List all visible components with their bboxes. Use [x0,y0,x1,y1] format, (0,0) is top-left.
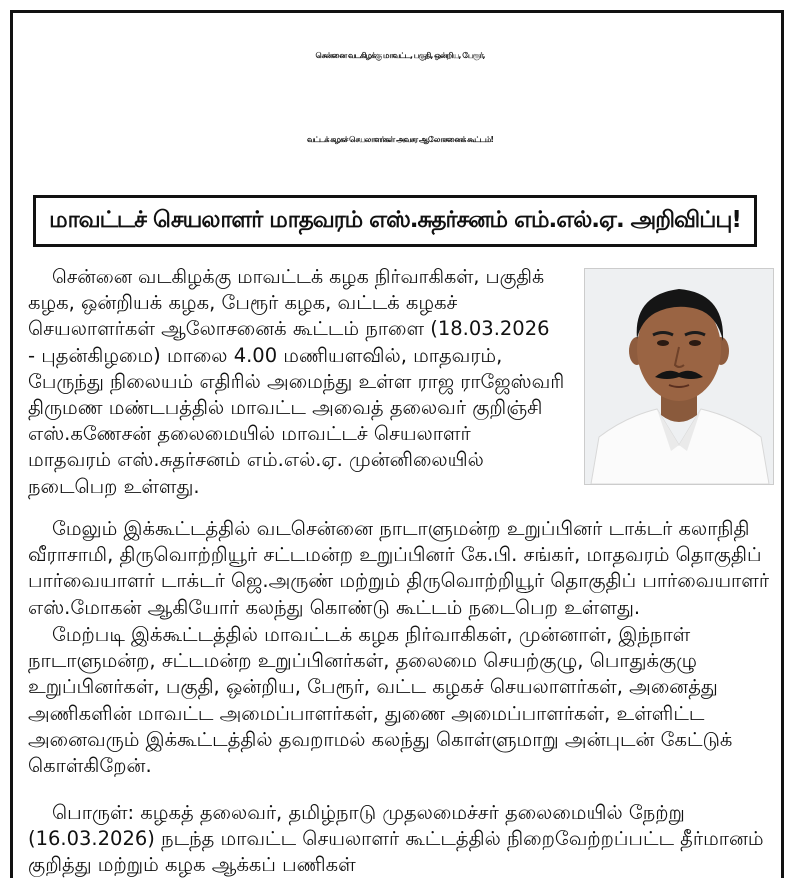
text-line: - புதன்கிழமை) மாலை 4.00 மணியளவில், மாதவரம், [28,343,503,367]
text-line: எஸ்.கணேசன் தலைமையில் மாவட்டச் செயலாளர் [28,422,471,446]
headline-line-1: சென்னை வடகிழக்கு மாவட்ட, பகுதி, ஒன்றிய, பேரூர், [315,51,485,60]
text-line: உறுப்பினர்கள், பகுதி, ஒன்றிய, பேரூர், வட்ட கழகச் செயலாளர்கள், அனைத்து [28,675,718,699]
text-line: சென்னை வடகிழக்கு மாவட்டக் கழக நிர்வாகிகள், பகுதிக் [52,266,545,288]
text-line: மாதவரம் எஸ்.சுதர்சனம் எம்.எல்.ஏ. முன்னிலையில் [28,448,484,472]
text-line: செயலாளர்கள் ஆலோசனைக் கூட்டம் நாளை (18.03.2026 [28,317,550,341]
text-line: கொள்கிறேன். [28,754,152,778]
text-line: அனைவரும் இக்கூட்டத்தில் தவறாமல் கலந்து கொள்ளுமாறு அன்புடன் கேட்டுக் [28,727,733,751]
portrait-photo [584,268,774,485]
text-line: எஸ்.மோகன் ஆகியோர் கலந்து கொண்டு கூட்டம் நடைபெற உள்ளது. [28,595,641,619]
text-line: பேருந்து நிலையம் எதிரில் அமைந்து உள்ள ராஜ ராஜேஸ்வரி [28,369,565,393]
text-line: மேலும் இக்கூட்டத்தில் வடசென்னை நாடாளுமன்ற உறுப்பினர் டாக்டர் கலாநிதி [52,517,750,540]
text-line: கழக, ஒன்றியக் கழக, பேரூர் கழக, வட்டக் கழகச் [28,291,458,315]
subheadline: மாவட்டச் செயலாளர் மாதவரம் எஸ்.சுதர்சனம் எம்.எல்.ஏ. அறிவிப்பு! [49,206,741,233]
text-line: பொருள்: கழகத் தலைவர், தமிழ்நாடு முதலமைச்சர் தலைமையில் நேற்று [52,801,685,824]
text-line: பார்வையாளர் டாக்டர் ஜெ.அருண் மற்றும் திருவொற்றியூர் தொகுதிப் பார்வையாளர் [28,569,770,593]
text-line: திருமண மண்டபத்தில் மாவட்ட அவைத் தலைவர் குறிஞ்சி [28,396,543,420]
text-line: (16.03.2026) நடந்த மாவட்ட செயலாளர் கூட்டத்தில் நிறைவேற்றப்பட்ட தீர்மானம் [28,827,764,851]
paragraph-participants [28,516,778,621]
text-line: மேற்படி இக்கூட்டத்தில் மாவட்டக் கழக நிர்வாகிகள், முன்னாள், இந்நாள் [52,623,691,646]
portrait-illustration [585,269,773,484]
text-line: குறித்து மற்றும் கழக ஆக்கப் பணிகள் [28,853,356,877]
text-line: நாடாளுமன்ற, சட்டமன்ற உறுப்பினர்கள், தலைமை செயற்குழு, பொதுக்குழு [28,649,697,673]
paragraph-meeting-details [28,264,573,500]
paragraph-agenda [28,800,778,879]
headline-line-2: வட்டக் கழகச் செயலாளர்கள் அவசர ஆலோசனைக் கூட்டம்! [306,135,494,144]
subheadline-box [33,195,757,247]
text-line: வீராசாமி, திருவொற்றியூர் சட்டமன்ற உறுப்பினர் கே.பி. சங்கர், மாதவரம் தொகுதிப் [28,543,762,567]
text-line: நடைபெற உள்ளது. [28,474,200,498]
paragraph-invitation [28,622,778,779]
text-line: அணிகளின் மாவட்ட அமைப்பாளர்கள், துணை அமைப்பாளர்கள், உள்ளிட்ட [28,701,705,725]
